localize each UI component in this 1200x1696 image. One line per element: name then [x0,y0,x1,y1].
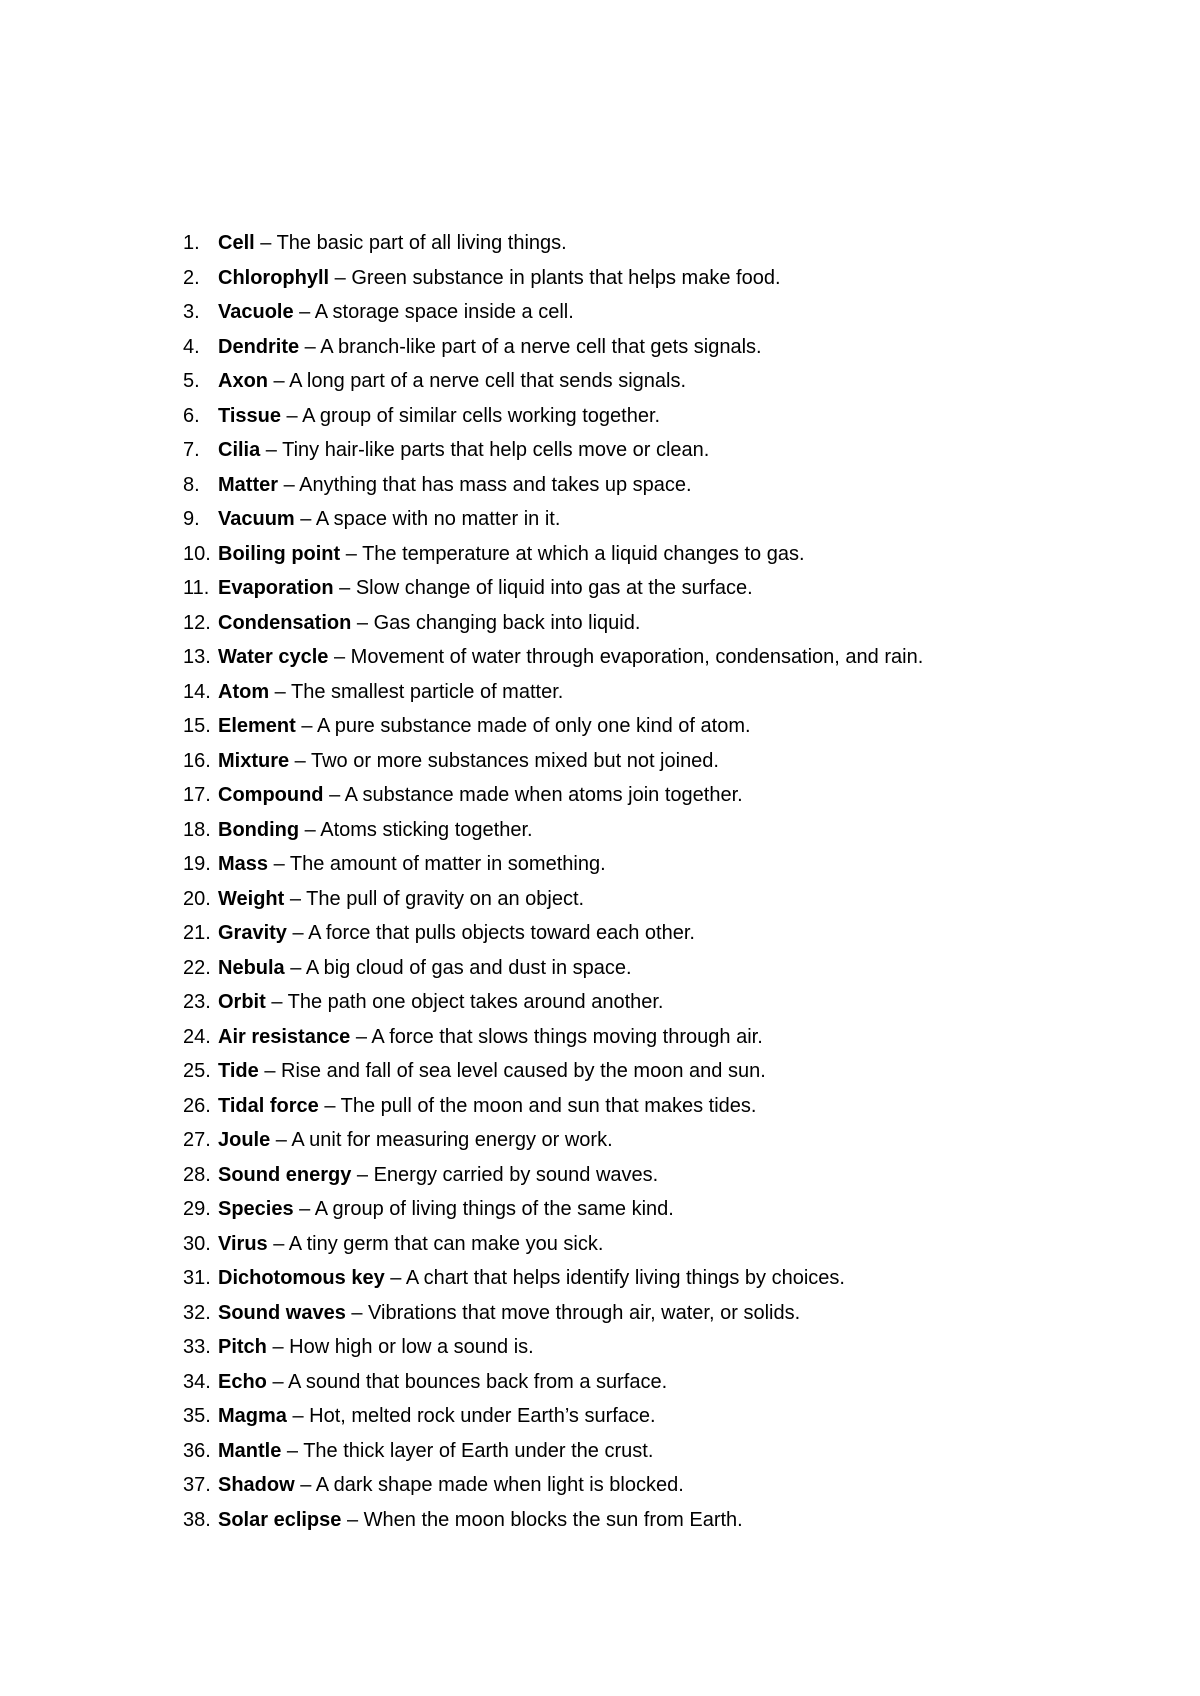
item-number: 38. [183,1508,211,1531]
item-text [218,744,719,779]
term-name: Tide [218,1060,259,1082]
list-item-15 [0,709,1200,744]
item-number: 18. [183,818,211,841]
term-name: Pitch [218,1336,267,1358]
term-name: Vacuum [218,508,295,530]
term-definition: – A space with no matter in it. [294,508,561,530]
list-item-1 [0,226,1200,261]
term-name: Nebula [218,956,285,979]
vocabulary-list [0,226,1200,1537]
list-item-36 [0,1434,1200,1469]
list-item-24 [0,1020,1200,1055]
item-number: 3. [183,301,200,323]
term-name: Mass [218,853,269,875]
term-definition: – The amount of matter in something. [268,853,606,875]
list-item-19 [0,847,1200,882]
item-number: 7. [183,439,200,461]
item-number: 37. [183,1474,211,1496]
term-definition: – A dark shape made when light is blocked. [294,1474,684,1496]
item-number: 33. [183,1336,211,1358]
term-definition: – Slow change of liquid into gas at the surface. [333,577,753,599]
item-number: 19. [183,853,211,875]
item-text [218,1158,658,1193]
term-definition: – Hot, melted rock under Earth’s surface. [286,1405,656,1427]
list-item-9 [0,502,1200,537]
term-definition: – The smallest particle of matter. [269,680,564,703]
term-definition: – A force that pulls objects toward each other. [286,922,695,944]
item-text [218,606,640,641]
term-name: Cell [218,232,255,254]
term-name: Axon [218,370,268,392]
list-item-7 [0,433,1200,468]
item-text [218,537,805,572]
list-item-27 [0,1123,1200,1158]
item-number: 16. [183,749,211,772]
item-text [218,502,560,537]
term-name: Dendrite [218,335,300,358]
term-definition: – How high or low a sound is. [266,1336,534,1358]
term-definition: – A storage space inside a cell. [293,301,574,323]
term-name: Vacuole [218,301,294,323]
item-text [218,1296,800,1331]
list-item-3 [0,295,1200,330]
term-definition: – A unit for measuring energy or work. [270,1129,613,1151]
term-name: Condensation [218,611,352,634]
item-text [218,1089,756,1124]
term-definition: – A substance made when atoms join together. [323,784,743,806]
term-name: Evaporation [218,577,334,599]
item-number: 24. [183,1025,211,1048]
term-name: Matter [218,473,279,496]
list-item-18 [0,813,1200,848]
term-definition: – A tiny germ that can make you sick. [267,1232,604,1255]
list-item-11 [0,571,1200,606]
term-name: Virus [218,1232,268,1255]
term-name: Air resistance [218,1025,351,1048]
term-name: Chlorophyll [218,266,330,289]
item-text [218,916,695,951]
item-text [218,1330,534,1365]
item-number: 5. [183,370,200,392]
item-text [218,1020,763,1055]
list-item-26 [0,1089,1200,1124]
list-item-6 [0,399,1200,434]
item-number: 29. [183,1198,211,1220]
list-item-37 [0,1468,1200,1503]
list-item-13 [0,640,1200,675]
term-definition: – A chart that helps identify living things by choices. [384,1267,845,1289]
list-item-20 [0,882,1200,917]
term-definition: – Vibrations that move through air, water, or solids. [345,1301,801,1324]
item-number: 28. [183,1163,211,1186]
term-definition: – A big cloud of gas and dust in space. [284,956,632,979]
term-definition: – The basic part of all living things. [254,232,567,254]
term-name: Mantle [218,1439,282,1462]
list-item-22 [0,951,1200,986]
term-name: Species [218,1198,294,1220]
term-definition: – Gas changing back into liquid. [351,611,641,634]
term-name: Shadow [218,1474,295,1496]
term-name: Solar eclipse [218,1508,342,1531]
item-number: 4. [183,335,200,358]
term-definition: – Two or more substances mixed but not joined. [289,749,719,772]
term-name: Echo [218,1370,267,1393]
term-definition: – A group of living things of the same kind. [293,1198,674,1220]
list-item-12 [0,606,1200,641]
item-number: 13. [183,646,211,668]
item-number: 6. [183,404,200,427]
term-definition: – Green substance in plants that helps make food. [329,266,781,289]
term-definition: – A pure substance made of only one kind of atom. [295,715,751,737]
item-number: 12. [183,611,211,634]
list-item-17 [0,778,1200,813]
term-name: Water cycle [218,646,329,668]
term-definition: – The pull of the moon and sun that makes tides. [318,1094,757,1117]
item-text [218,571,753,606]
list-item-29 [0,1192,1200,1227]
item-number: 17. [183,784,211,806]
term-definition: – A sound that bounces back from a surface. [266,1370,668,1393]
list-item-16 [0,744,1200,779]
item-number: 2. [183,266,200,289]
item-text [218,1399,656,1434]
term-name: Tidal force [218,1094,319,1117]
term-definition: – A group of similar cells working together. [281,404,661,427]
item-text [218,468,692,503]
list-item-25 [0,1054,1200,1089]
item-number: 25. [183,1060,211,1082]
item-text [218,433,709,468]
list-item-2 [0,261,1200,296]
list-item-4 [0,330,1200,365]
term-name: Magma [218,1405,287,1427]
term-name: Element [218,715,296,737]
list-item-34 [0,1365,1200,1400]
item-text [218,1503,743,1538]
item-number: 20. [183,887,211,910]
item-text [218,1434,653,1469]
term-name: Gravity [218,922,287,944]
term-name: Joule [218,1129,271,1151]
term-definition: – Anything that has mass and takes up space. [278,473,692,496]
item-text [218,364,686,399]
item-text [218,1123,613,1158]
item-number: 27. [183,1129,211,1151]
item-text [218,330,762,365]
term-name: Sound waves [218,1301,346,1324]
item-text [218,226,567,261]
term-name: Dichotomous key [218,1267,385,1289]
list-item-30 [0,1227,1200,1262]
item-number: 32. [183,1301,211,1324]
item-text [218,1192,674,1227]
item-text [218,882,584,917]
term-definition: – The temperature at which a liquid changes to gas. [340,542,805,565]
term-definition: – A long part of a nerve cell that sends signals. [268,370,687,392]
item-number: 34. [183,1370,211,1393]
item-text [218,261,781,296]
item-number: 1. [183,232,200,254]
term-name: Cilia [218,439,261,461]
item-text [218,295,574,330]
item-number: 23. [183,991,211,1013]
item-number: 36. [183,1439,211,1462]
item-text [218,813,533,848]
list-item-38 [0,1503,1200,1538]
item-text [218,1261,845,1296]
term-definition: – Atoms sticking together. [299,818,533,841]
term-definition: – When the moon blocks the sun from Earth. [341,1508,743,1531]
term-name: Atom [218,680,270,703]
list-item-32 [0,1296,1200,1331]
item-text [218,985,664,1020]
item-number: 21. [183,922,211,944]
term-name: Tissue [218,404,281,427]
item-text [218,399,660,434]
list-item-33 [0,1330,1200,1365]
item-number: 9. [183,508,200,530]
term-definition: – Energy carried by sound waves. [351,1163,659,1186]
term-name: Weight [218,887,285,910]
item-number: 15. [183,715,211,737]
term-definition: – Tiny hair-like parts that help cells move or clean. [260,439,710,461]
term-definition: – The pull of gravity on an object. [284,887,585,910]
item-text [218,1054,766,1089]
term-name: Orbit [218,991,266,1013]
item-number: 26. [183,1094,211,1117]
item-number: 35. [183,1405,211,1427]
item-number: 10. [183,542,211,565]
term-definition: – Movement of water through evaporation, condensation, and rain. [328,646,924,668]
term-definition: – A force that slows things moving through air. [350,1025,763,1048]
term-definition: – The path one object takes around another. [265,991,664,1013]
item-text [218,1227,603,1262]
item-text [218,951,632,986]
item-number: 8. [183,473,200,496]
term-name: Mixture [218,749,290,772]
list-item-31 [0,1261,1200,1296]
list-item-14 [0,675,1200,710]
term-definition: – Rise and fall of sea level caused by the moon and sun. [258,1060,766,1082]
list-item-28 [0,1158,1200,1193]
term-definition: – A branch-like part of a nerve cell that gets signals. [299,335,762,358]
item-text [218,640,923,675]
term-name: Compound [218,784,324,806]
list-item-35 [0,1399,1200,1434]
item-text [218,1468,684,1503]
item-text [218,675,563,710]
list-item-10 [0,537,1200,572]
item-number: 22. [183,956,211,979]
term-name: Sound energy [218,1163,352,1186]
item-number: 11. [183,577,210,599]
item-number: 30. [183,1232,211,1255]
term-name: Boiling point [218,542,341,565]
list-item-21 [0,916,1200,951]
item-number: 31. [183,1267,211,1289]
item-text [218,1365,667,1400]
term-name: Bonding [218,818,300,841]
list-item-23 [0,985,1200,1020]
item-text [218,709,751,744]
list-item-5 [0,364,1200,399]
term-definition: – The thick layer of Earth under the crust. [281,1439,654,1462]
item-text [218,847,606,882]
item-number: 14. [183,680,211,703]
list-item-8 [0,468,1200,503]
item-text [218,778,743,813]
